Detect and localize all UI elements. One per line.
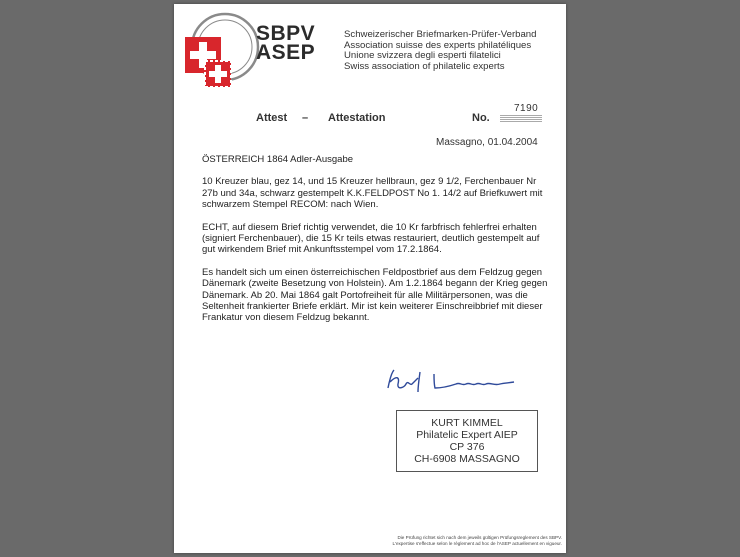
title-attest: Attest — [256, 112, 288, 124]
handwritten-signature-icon — [384, 366, 544, 396]
org-name-italian: Unione svizzera degli esperti filatelici — [344, 50, 501, 62]
certificate-body — [202, 154, 554, 335]
title-dash: – — [302, 112, 309, 124]
body-description: 10 Kreuzer blau, gez 14, und 15 Kreuzer hellbraun, gez 9 1/2, Ferchenbauer Nr 27b und 34a, schwarz gestempelt K.K.FELDPOST No 1. 14/2 auf Briefkuwert mit schwarzem Stempel RECOM: nach Wien. — [202, 176, 543, 211]
organization-abbreviation — [256, 24, 315, 62]
expert-stamp — [396, 410, 538, 472]
footer-line-french: L'expertise s'effectue selon le règlement ad hoc de l'ASEP actuellement en vigueur. — [392, 541, 562, 546]
footer-note — [352, 535, 562, 547]
sbpv-logo-icon — [177, 9, 263, 95]
certificate-page — [174, 4, 566, 553]
stamp-city: CH-6908 MASSAGNO — [414, 453, 520, 465]
certificate-number: 7190 — [514, 103, 539, 114]
abbr-asep: ASEP — [256, 41, 316, 64]
org-name-german: Schweizerischer Briefmarken-Prüfer-Verband — [344, 29, 537, 40]
stamp-box: CP 376 — [449, 441, 485, 453]
stamp-title: Philatelic Expert AIEP — [416, 429, 518, 441]
footer-line-german: Die Prüfung richtet sich nach dem jeweils gültigen Prüfungsreglement des SBPV. — [397, 535, 562, 540]
body-heading: ÖSTERREICH 1864 Adler-Ausgabe — [202, 154, 354, 165]
org-name-english: Swiss association of philatelic experts — [344, 60, 505, 72]
stamp-name: KURT KIMMEL — [431, 417, 503, 429]
certificate-number-label: No. — [472, 112, 490, 124]
body-verdict: ECHT, auf diesem Brief richtig verwendet, die 10 Kr farbfrisch fehlerfrei erhalten (signiert Ferchenbauer), die 15 Kr teils etwas restauriert, deutlich gestempelt auf gut wirkendem Brief mit Ankunftsstempel vom 17.2.1864. — [202, 221, 540, 256]
place-and-date: Massagno, 01.04.2004 — [436, 137, 538, 148]
number-underline — [500, 115, 542, 122]
title-attestation: Attestation — [328, 112, 386, 124]
organization-names — [344, 30, 536, 72]
org-name-french: Association suisse des experts philatéliques — [344, 39, 532, 51]
body-history: Es handelt sich um einen österreichischen Feldpostbrief aus dem Feldzug gegen Dänemark (zweite Besetzung von Holstein). Am 1.2.1864 begann der Krieg gegen Dänemark. Ab 20. Mai 1864 galt Portofreiheit für alle Militärpersonen, was die Seltenheit frankierter Briefe erklärt. Mir ist kein weiterer Einschreibbrief mit dieser Frankatur von diesem Feldzug bekannt. — [202, 266, 548, 324]
abbr-sbpv: SBPV — [256, 22, 316, 45]
